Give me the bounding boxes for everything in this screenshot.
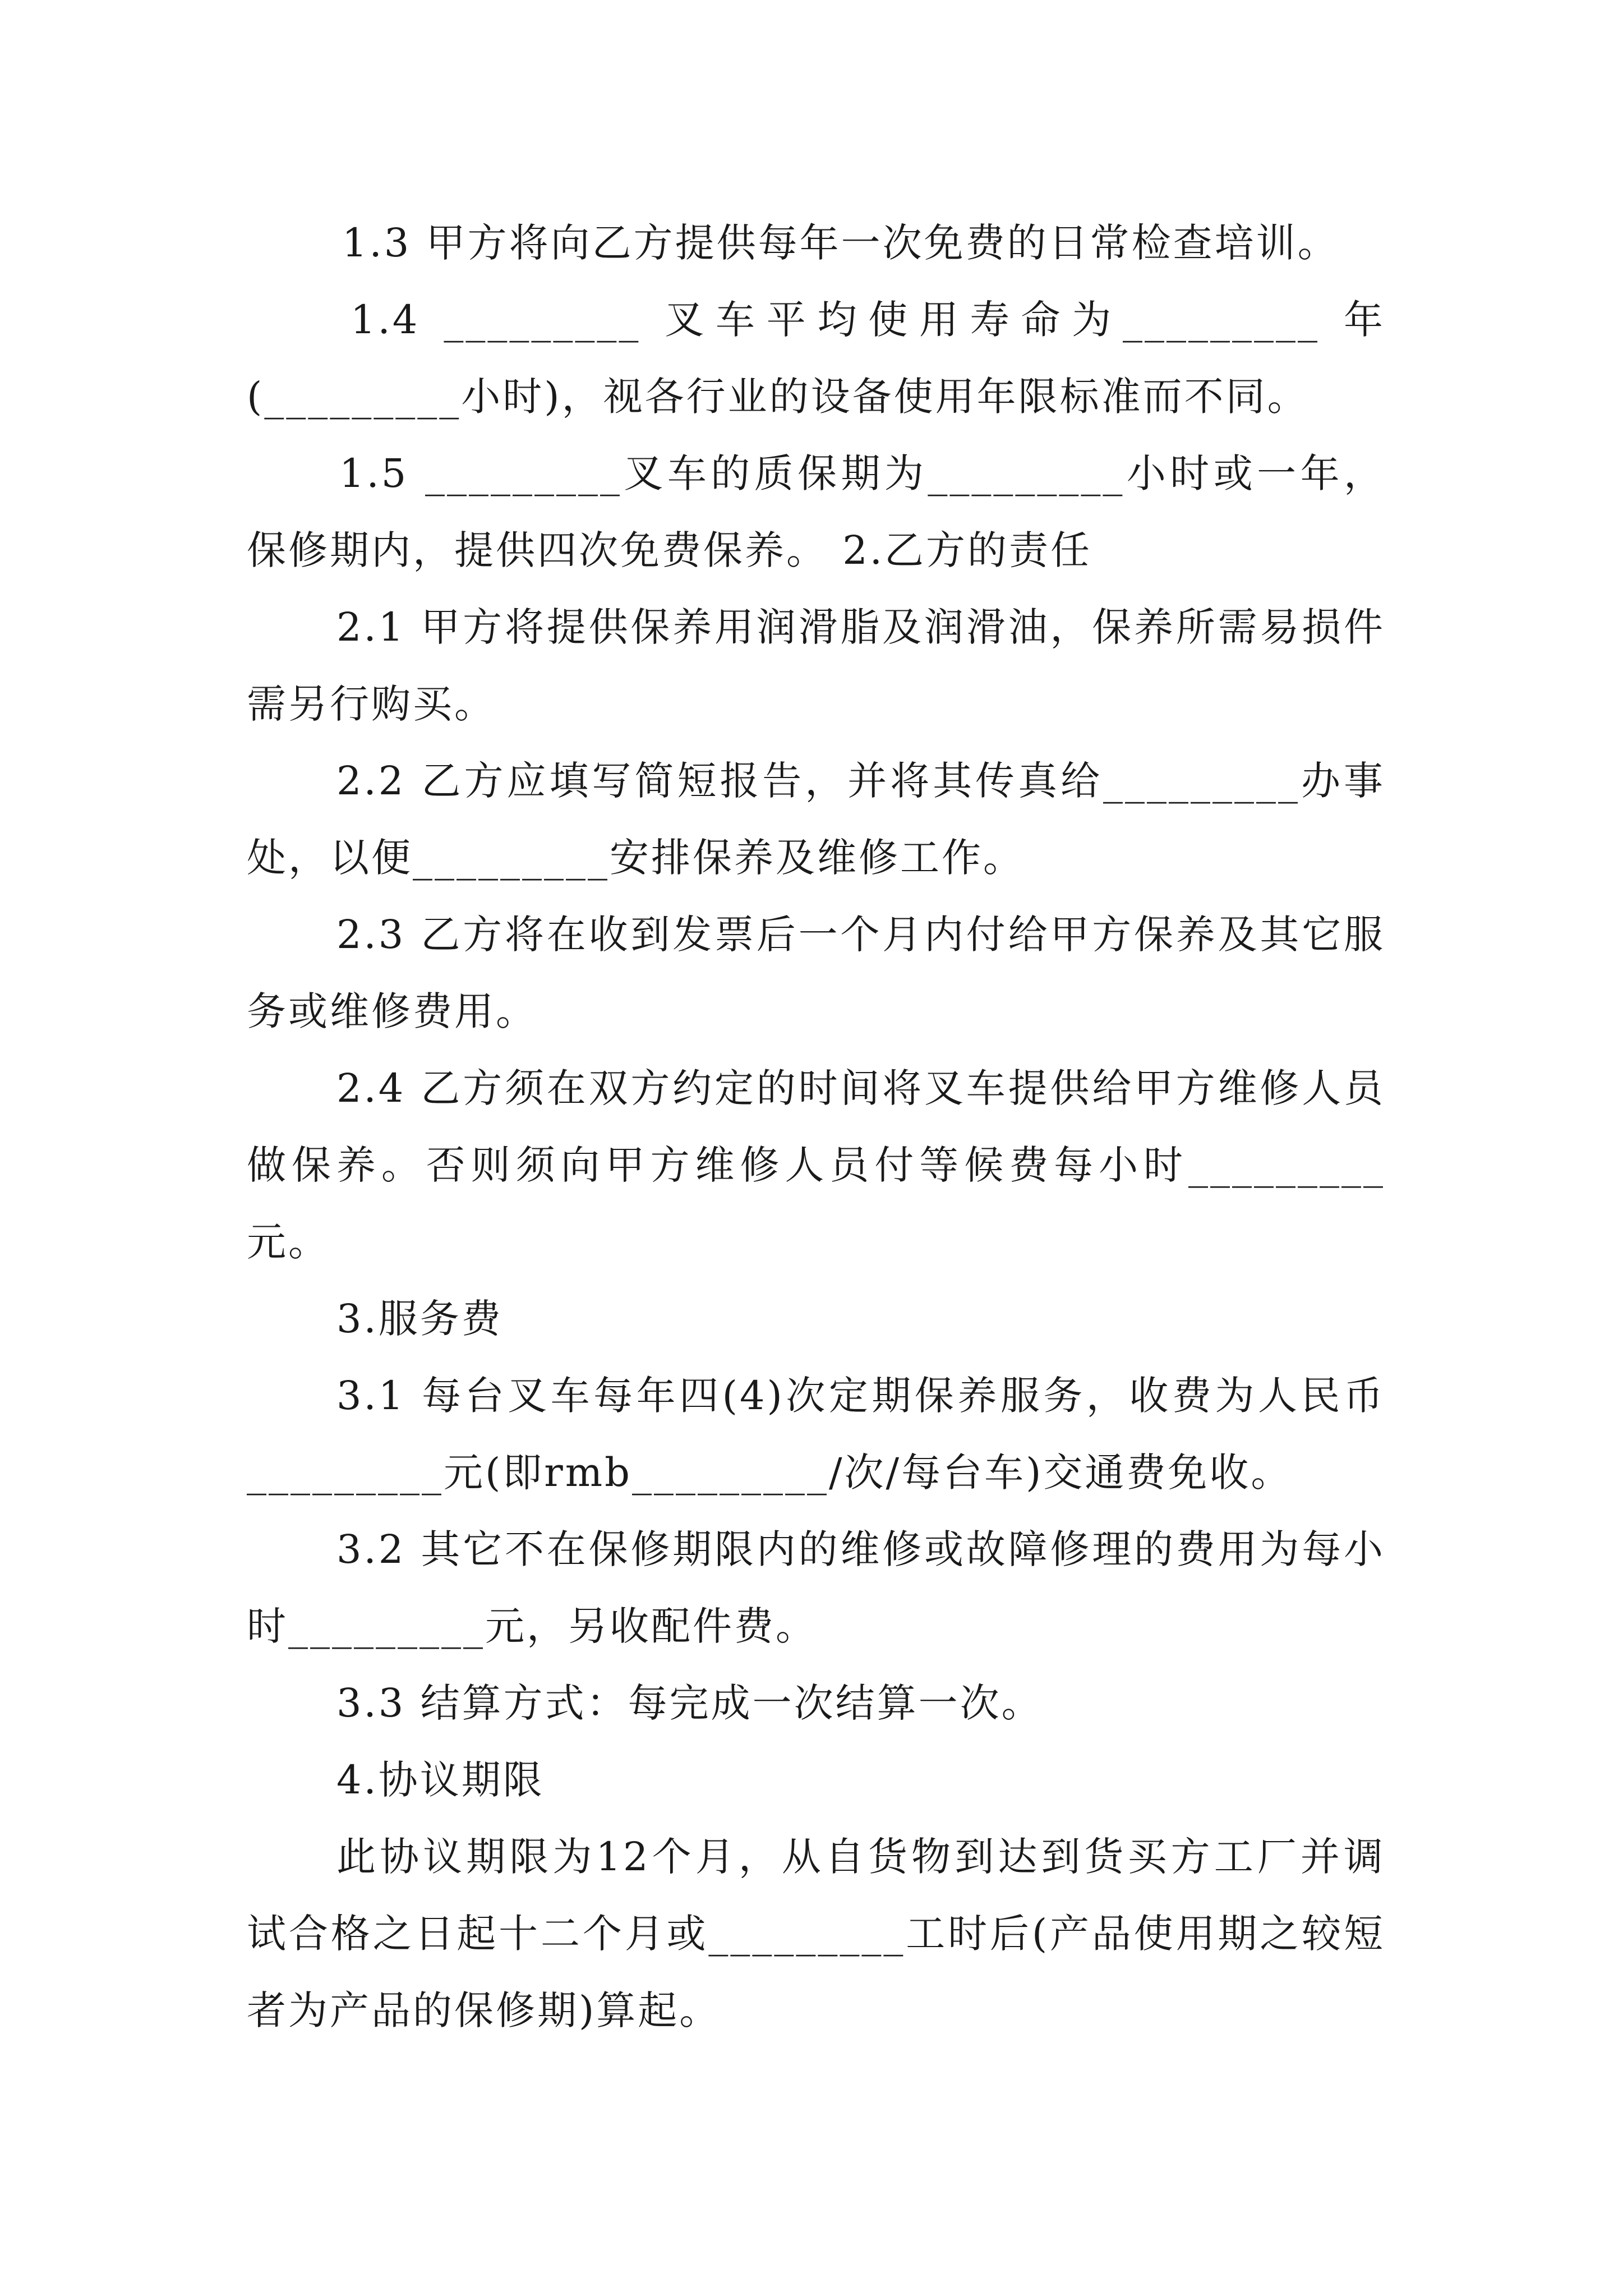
section-heading-agreement-term: 4.协议期限: [336, 1757, 545, 1803]
paragraph-agreement-term: 此协议期限为12个月，从自货物到达到货买方工厂并调试合格之日起十二个月或_________工时后(产品使用期之较短者为产品的保修期)算起。: [247, 1834, 1385, 2033]
paragraph-1-4: 1.4 _________ 叉车平均使用寿命为_________ 年(_________小时)，视各行业的设备使用年限标准而不同。: [247, 297, 1385, 420]
section-heading-service-fee: 3.服务费: [336, 1296, 503, 1342]
paragraph-2-2: 2.2 乙方应填写简短报告，并将其传真给_________办事处，以便_________安排保养及维修工作。: [247, 758, 1385, 881]
paragraph-1-3: 1.3 甲方将向乙方提供每年一次免费的日常检查培训。: [342, 220, 1339, 266]
paragraph-2-1: 2.1 甲方将提供保养用润滑脂及润滑油，保养所需易损件需另行购买。: [247, 604, 1385, 727]
paragraph-2-3: 2.3 乙方将在收到发票后一个月内付给甲方保养及其它服务或维修费用。: [247, 912, 1385, 1034]
document-body: [247, 205, 1385, 2049]
paragraph-3-3: 3.3 结算方式：每完成一次结算一次。: [336, 1680, 1043, 1726]
paragraph-1-5: 1.5 _________叉车的质保期为_________小时或一年，保修期内，提供四次免费保养。 2.乙方的责任: [247, 450, 1385, 573]
paragraph-3-2: 3.2 其它不在保修期限内的维修或故障修理的费用为每小时_________元，另收配件费。: [247, 1526, 1385, 1649]
paragraph-3-1: 3.1 每台叉车每年四(4)次定期保养服务，收费为人民币_________元(即rmb_________/次/每台车)交通费免收。: [247, 1373, 1385, 1496]
paragraph-2-4: 2.4 乙方须在双方约定的时间将叉车提供给甲方维修人员做保养。否则须向甲方维修人员付等候费每小时_________元。: [247, 1065, 1385, 1265]
